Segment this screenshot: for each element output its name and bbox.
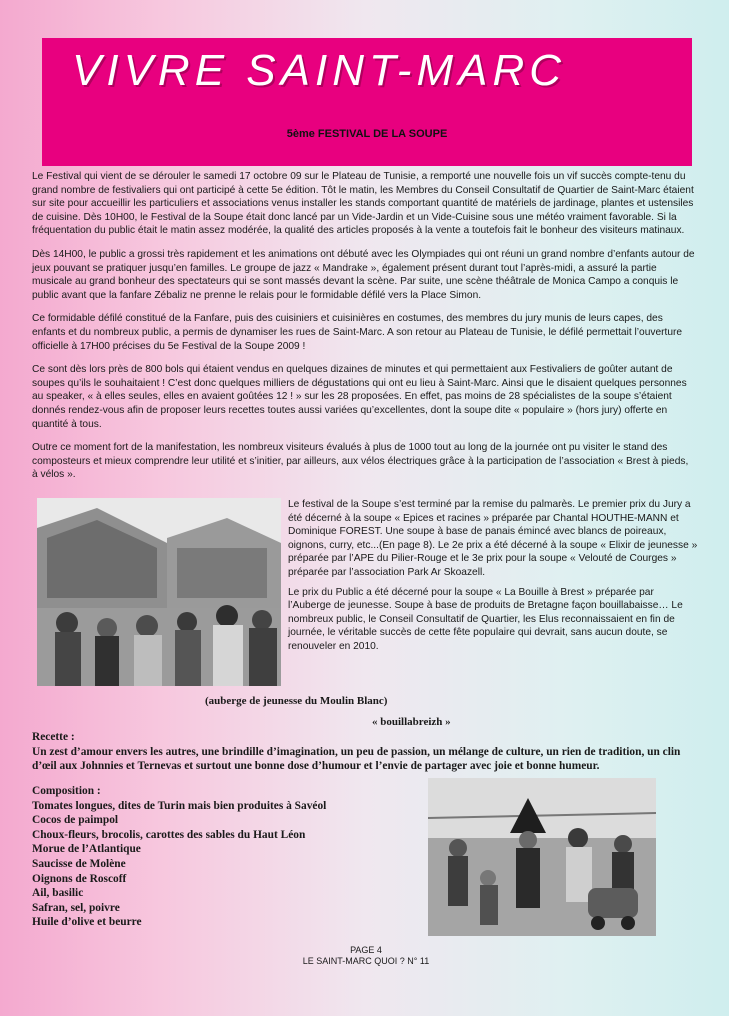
market-stalls-photo [37,498,281,686]
ingredient-item: Tomates longues, dites de Turin mais bien produites à Savéol [32,799,327,812]
recipe-heading: Recette : [32,731,75,743]
page-subtitle: 5ème FESTIVAL DE LA SOUPE [286,128,448,140]
intro-paragraph-4: Ce sont dès lors près de 800 bols qui étaient vendus en quelques dizaines de minutes et qui permettaient aux Festivaliers de goûter autant de soupes qu’ils le souhaitaient ! C’est donc quelques milliers de dégustations qui ont eu lieu à Saint-Marc. Ainsi que le disaient quelques personnes au speaker, « à elles seules, elles en avaient goûtées 12 ! » sur les 28 proposées. En effet, pas moins de 28 spécialistes de la soupe s’étaient donnés rendez-vous afin de proposer leurs recettes toutes aussi variées qu’excellentes, dont la soupe dite « populaire » (hors jury) offerte en quantité à tous. [32,364,687,430]
composition-heading: Composition : [32,785,101,797]
intro-paragraph-1: Le Festival qui vient de se dérouler le samedi 17 octobre 09 sur le Plateau de Tunisie, a remporté une nouvelle fois un vif succès compte-tenu du grand nombre de festivaliers qui ont participé à cette 5e édition. Tôt le matin, les Membres du Conseil Consultatif de Quartier de Saint-Marc étaient sur site pour accueillir les particuliers et associations venus installer les stands comportant quantité de matériels de jardinage, plantes et ustensiles de cuisine. Dès 10H00, le Festival de la Soupe était donc lancé par un Vide-Jardin et un Vide-Cuisine sous une météo vraiment favorable. Si la fréquentation du public était le matin assez modérée, la qualité des articles proposés à la vente a toutefois fait le bonheur des visiteurs matinaux. [32,171,694,237]
header-banner [42,38,692,166]
publication-name: LE SAINT-MARC QUOI ? N° 11 [302,956,430,966]
recipe-description-block [32,730,702,774]
awards-paragraph-2: Le prix du Public a été décerné pour la soupe « La Bouille à Brest » préparée par l’Auberge de jeunesse. Soupe à base de produits de Bretagne façon bouillabaisse… Le nombreux public, le Conseil Consultatif de Quartier, les Elus reconnaissaient en fin de journée, le véritable succès de cette fête populaire qui devrait, sans aucun doute, se renouveler en 2010. [288,586,683,652]
ingredient-item: Choux-fleurs, brocolis, carottes des sables du Haut Léon [32,828,306,841]
intro-text [32,170,696,482]
ingredient-item: Morue de l’Atlantique [32,843,141,856]
composition-block [32,784,422,930]
parade-photo [428,778,656,936]
ingredient-item: Safran, sel, poivre [32,901,120,914]
ingredient-item: Huile d’olive et beurre [32,916,142,929]
ingredient-item: Saucisse de Molène [32,857,126,870]
page-footer [250,945,482,967]
ingredient-item: Cocos de paimpol [32,814,119,827]
awards-text [288,498,698,654]
recipe-name: « bouillabreizh » [372,716,451,728]
ingredient-item: Ail, basilic [32,887,84,900]
awards-paragraph-1: Le festival de la Soupe s’est terminé par la remise du palmarès. Le premier prix du Jury a été décerné à la soupe « Epices et racines » préparée par Chantal HOUTHE-MANN et Dominique FOREST. Une soupe à base de panais émincé avec blancs de poireaux, oignons, curry, etc...(En page 8). Le 2e prix a été décerné à la soupe « Elixir de jeunesse » préparée par l’APE du Pilier-Rouge et le 3e prix pour la soupe « Velouté de Courges » préparée par l’association Park Ar Skoazell. [288,499,698,578]
intro-paragraph-5: Outre ce moment fort de la manifestation, les nombreux visiteurs évalués à plus de 1000 tout au long de la journée ont pu visiter le stand des composteurs et mieux comprendre leur utilité et s’initier, par ailleurs, aux vélos électriques grâce à la participation de l’association « Brest à pieds, à vélos ». [32,442,689,481]
page-number: PAGE 4 [350,945,382,955]
page-title: VIVRE SAINT-MARC [72,46,567,95]
recipe-description: Un zest d’amour envers les autres, une brindille d’imagination, un peu de passion, un mélange de culture, un rien de tradition, un clin d’œil aux Johnnies et Ternevas et surtout une bonne dose d’humour et l’envie de partager avec joie et bonne humeur. [32,745,681,773]
recipe-source: (auberge de jeunesse du Moulin Blanc) [205,695,388,707]
intro-paragraph-3: Ce formidable défilé constitué de la Fanfare, puis des cuisiniers et cuisinières en costumes, des membres du jury munis de leurs capes, des enfants et du nombreux public, a permis de dynamiser les rues de Saint-Marc. A son retour au Plateau de Tunisie, le défilé permettait l’ouverture officielle à 17H00 précises du 5e Festival de la Soupe 2009 ! [32,313,683,352]
ingredient-item: Oignons de Roscoff [32,872,127,885]
intro-paragraph-2: Dès 14H00, le public a grossi très rapidement et les animations ont débuté avec les Olympiades qui ont réuni un grand nombre d’enfants autour de jeux pouvant se pratiquer jusqu’en familles. Le groupe de jazz « Mandrake », également présent durant tout l’après-midi, a assuré la partie musicale au grand bonheur des spectateurs qui se sont massés devant la scène. Par suite, une scène théâtrale de Monica Campo a conquis le public avant que la fanfare Zébaliz ne prenne le relais pour le formidable défilé vers la Place Simon. [32,248,695,301]
